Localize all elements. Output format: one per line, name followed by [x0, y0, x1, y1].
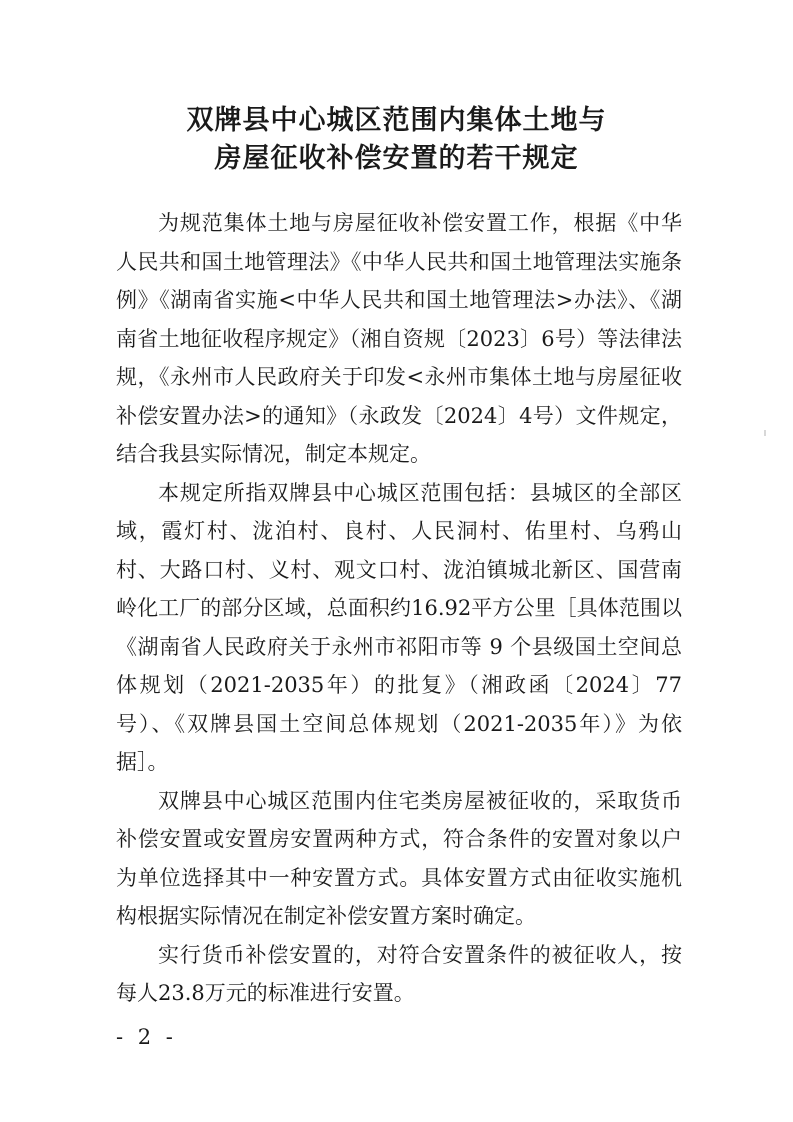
paragraph-1: 为规范集体土地与房屋征收补偿安置工作，根据《中华人民共和国土地管理法》《中华人民共和国土地管理法实施条例》《湖南省实施<中华人民共和国土地管理法>办法》、《湖南省土地征收程序规定》（湘自资规〔2023〕6号）等法律法规，《永州市人民政府关于印发<永州市集体土地与房屋征收补偿安置办法>的通知》（永政发〔2024〕4号）文件规定，结合我县实际情况，制定本规定。	[116, 211, 682, 466]
paragraph-3: 双牌县中心城区范围内住宅类房屋被征收的，采取货币补偿安置或安置房安置两种方式，符合条件的安置对象以户为单位选择其中一种安置方式。具体安置方式由征收实施机构根据实际情况在制定补偿安置方案时确定。	[116, 788, 682, 928]
scan-artifact	[764, 430, 766, 436]
document-title-line-2: 房屋征收补偿安置的若干规定	[214, 143, 579, 174]
document-body	[116, 204, 682, 1013]
page-number: - 2 -	[116, 1025, 177, 1049]
paragraph-4: 实行货币补偿安置的，对符合安置条件的被征收人，按每人23.8万元的标准进行安置。	[116, 942, 682, 1005]
document-title-line-1: 双牌县中心城区范围内集体土地与	[186, 105, 607, 136]
paragraph-2: 本规定所指双牌县中心城区范围包括：县城区的全部区域，霞灯村、泷泊村、良村、人民洞村、佑里村、乌鸦山村、大路口村、义村、观文口村、泷泊镇城北新区、国营南岭化工厂的部分区域，总面积约16.92平方公里［具体范围以《湖南省人民政府关于永州市祁阳市等 9 个县级国土空间总体规划（2021-2035年）的批复》（湘政函〔2024〕77号）、《双牌县国土空间总体规划（2021-2035年）》为依据］。	[116, 480, 682, 774]
